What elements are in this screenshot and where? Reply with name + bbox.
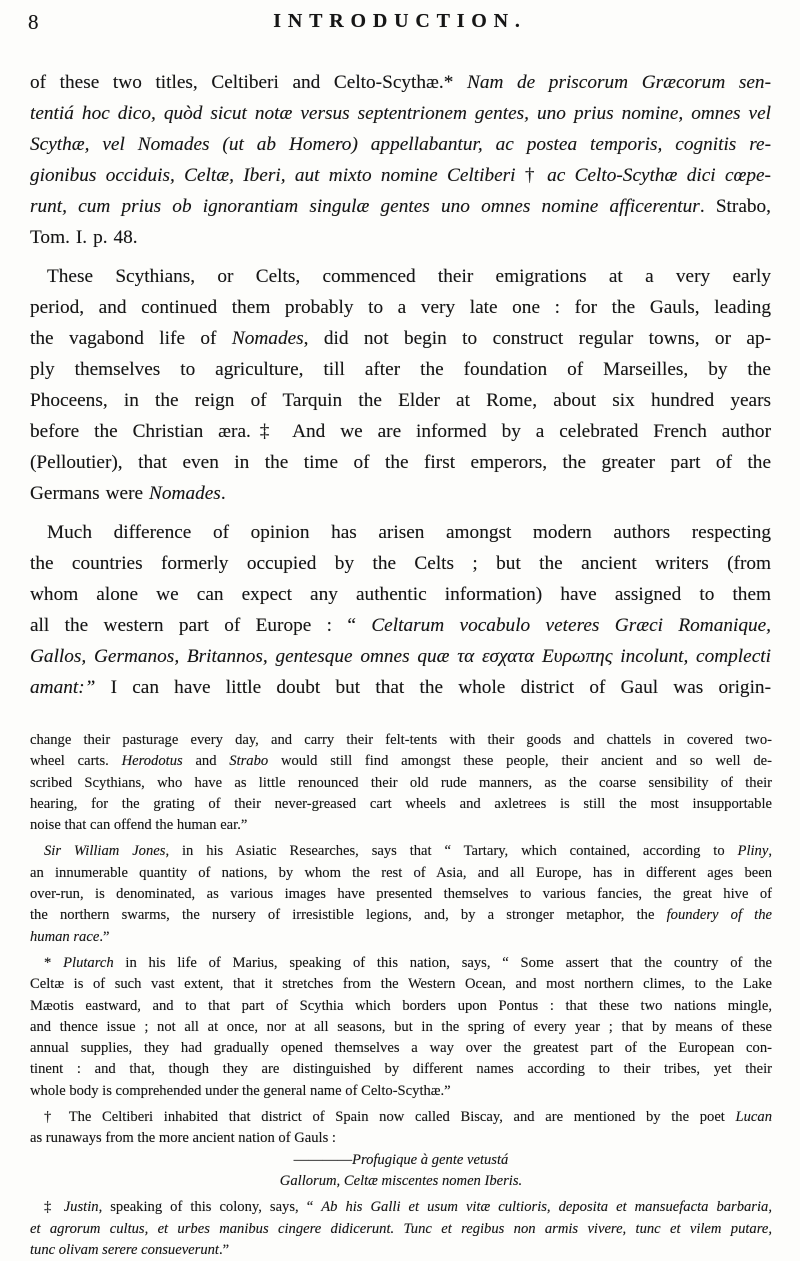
text-run: . Strabo, [699, 196, 771, 217]
text-run: of these two titles, Celtiberi and Celto-Scythæ.* [30, 72, 467, 93]
text-line [30, 927, 772, 948]
text-line [30, 354, 771, 385]
text-run: annual supplies, they had gradually opened themselves a way over the greatest part of the European con- [30, 1040, 772, 1057]
text-run: the countries formerly occupied by the Celts ; but the ancient writers (from [30, 553, 771, 574]
text-line [30, 1017, 772, 1038]
text-line [30, 98, 771, 129]
footnotes [30, 703, 772, 1261]
text-run: wheel carts. [30, 753, 122, 770]
text-line [30, 974, 772, 995]
text-line [30, 905, 772, 926]
text-run: I can have little doubt but that the whole district of Gaul was origin- [95, 677, 771, 698]
paragraph [30, 953, 772, 1102]
text-run: ply themselves to agriculture, till after the foundation of Marseilles, by the [30, 359, 771, 380]
text-run: human race [30, 928, 100, 945]
text-line [30, 1107, 772, 1128]
text-run: tentiá hoc dico, quòd sicut notæ versus septentrionem gentes, uno prius nomine, omnes vel [30, 103, 771, 124]
text-run: tinent : and that, though they are distinguished by different names according to their tribes, yet their [30, 1061, 772, 1078]
text-run: † The Celtiberi inhabited that district of Spain now called Biscay, and are mentioned by the poet [44, 1109, 736, 1126]
text-run: Pliny [737, 843, 769, 860]
text-run: Nomades [149, 483, 221, 504]
text-run: whom alone we can expect any authentic information) have assigned to them [30, 584, 771, 605]
text-run: and [182, 753, 230, 770]
text-line [30, 261, 771, 292]
text-run: † [515, 165, 548, 186]
text-run: hearing, for the grating of their never-greased cart wheels and axletrees is still the most insupportable [30, 795, 772, 812]
text-line [30, 610, 771, 641]
text-line [30, 996, 772, 1017]
text-line [30, 579, 771, 610]
text-run: an innumerable quantity of nations, by whom the rest of Asia, and all Europe, has in different ages been [30, 864, 772, 881]
paragraph [30, 67, 771, 253]
text-line [30, 672, 771, 703]
text-line [30, 841, 772, 862]
text-run: over-run, is denominated, as various images have presented themselves to various fancies, the great hive of [30, 886, 772, 903]
text-line [30, 1197, 772, 1218]
paragraph [30, 261, 771, 509]
text-line [30, 1128, 772, 1149]
text-run: Herodotus [121, 753, 183, 770]
text-run: the vagabond life of [30, 328, 232, 349]
text-line [30, 1059, 772, 1080]
text-run: in his life of Marius, speaking of this nation, says, “ Some assert that the country of the [113, 954, 772, 971]
paragraph [30, 1197, 772, 1261]
text-line [30, 160, 771, 191]
text-run: Phoceens, in the reign of Tarquin the Elder at Rome, about six hundred years [30, 390, 771, 411]
paragraph [30, 517, 771, 703]
text-line [30, 323, 771, 354]
text-run: Tom. I. p. 48. [30, 227, 138, 248]
text-run: Sir William Jones [44, 843, 166, 860]
text-run: , in his Asiatic Researches, says that “ Tartary, which contained, according to [165, 843, 738, 860]
text-run: , did not begin to construct regular towns, or ap- [303, 328, 772, 349]
text-run: .” [218, 1241, 230, 1258]
text-run: scribed Scythians, who have as little renounced their old rude manners, as the coarse sensibility of their [30, 774, 772, 791]
text-line [30, 67, 771, 98]
text-line [30, 884, 772, 905]
text-run: Nam de priscorum Græcorum sen- [466, 72, 771, 93]
text-run: Justin [63, 1199, 99, 1216]
text-run: gionibus occiduis, Celtæ, Iberi, aut mixto nomine Celtiberi [30, 165, 516, 186]
text-run: ‡ [44, 1199, 64, 1216]
text-line [30, 773, 772, 794]
text-line [30, 953, 772, 974]
text-run: Ab his Galli et usum vitæ cultioris, deposita et mansuefacta barbaria, [321, 1199, 772, 1216]
text-line [30, 1219, 772, 1240]
text-run: These Scythians, or Celts, commenced their emigrations at a very early [47, 266, 771, 287]
text-line [30, 416, 771, 447]
text-run: whole body is comprehended under the general name of Celto-Scythæ.” [30, 1082, 451, 1099]
text-line [30, 1171, 772, 1192]
text-line [30, 1150, 772, 1171]
text-line [30, 191, 771, 222]
text-run: Gallorum, Celtæ miscentes nomen Iberis. [279, 1172, 523, 1189]
text-run: ac Celto-Scythæ dici cœpe- [547, 165, 771, 186]
text-run: runt, cum prius ob ignorantiam singulæ gentes uno omnes nomine afficerentur [30, 196, 700, 217]
text-run: Lucan [735, 1109, 772, 1126]
text-line [30, 548, 771, 579]
text-run: ———— [293, 1151, 353, 1168]
text-run: Scythæ, vel Nomades (ut ab Homero) appellabantur, ac postea temporis, cognitis re- [30, 134, 771, 155]
text-run: Germans were [30, 483, 150, 504]
text-line [30, 815, 772, 836]
text-line [30, 129, 771, 160]
text-run: Strabo [229, 753, 269, 770]
text-run: Plutarch [63, 954, 114, 971]
text-run: Much difference of opinion has arisen amongst modern authors respecting [47, 522, 771, 543]
text-line [30, 222, 771, 253]
text-run: Nomades [231, 328, 304, 349]
text-run: foundery of the [666, 907, 772, 924]
text-line [30, 1081, 772, 1102]
text-line [30, 292, 771, 323]
text-run: .” [99, 928, 110, 945]
paragraph [30, 841, 772, 947]
text-run: Gallos, Germanos, Britannos, gentesque omnes quæ τα εσχατα Ευρωπης incolunt, complecti [30, 646, 771, 667]
text-line [30, 447, 771, 478]
paragraph [30, 730, 772, 836]
text-line [30, 1038, 772, 1059]
text-run: Mæotis eastward, and to that part of Scythia which borders upon Pontus : that these two nations mingle, [30, 997, 772, 1014]
text-run: before the Christian æra.‡ And we are informed by a celebrated French author [30, 421, 771, 442]
text-run: the northern swarms, the nursery of irresistible legions, and, by a stronger metaphor, the [30, 907, 667, 924]
text-run: all the western part of Europe : “ [30, 615, 372, 636]
text-line [30, 863, 772, 884]
text-line [30, 478, 771, 509]
text-run: and thence issue ; not all at once, nor at all seasons, but in the spring of every year ; that by means of these [30, 1018, 772, 1035]
text-run: . [220, 483, 226, 504]
text-run: amant:” [30, 677, 96, 698]
text-run: * [44, 954, 64, 971]
text-line [30, 641, 771, 672]
text-run: noise that can offend the human ear.” [30, 817, 248, 834]
page-number: 8 [28, 10, 39, 34]
text-run: period, and continued them probably to a very late one : for the Gauls, leading [30, 297, 771, 318]
text-run: Celtæ is of such vast extent, that it stretches from the Western Ocean, and most northern climes, to the Lake [30, 976, 772, 993]
text-run: Celtarum vocabulo veteres Græci Romanique, [371, 615, 771, 636]
text-run: , [768, 843, 772, 860]
text-run: tunc olivam serere consueverunt [30, 1241, 219, 1258]
running-title: INTRODUCTION. [273, 10, 527, 32]
text-run: (Pelloutier), that even in the time of the first emperors, the greater part of the [30, 452, 771, 473]
text-run: , speaking of this colony, says, “ [98, 1199, 322, 1216]
text-run: et agrorum cultus, et urbes manibus cingere didicerunt. Tunc et regibus non armis vivere, tunc et vilem putare, [30, 1220, 772, 1237]
paragraph [30, 1107, 772, 1192]
page-header [0, 0, 800, 46]
text-run: change their pasturage every day, and carry their felt-tents with their goods and chattels in covered two- [30, 732, 772, 748]
text-line [30, 517, 771, 548]
text-line [30, 751, 772, 772]
text-line [30, 794, 772, 815]
text-line [30, 730, 772, 751]
text-line [30, 1240, 772, 1261]
text-run: as runaways from the more ancient nation of Gauls : [30, 1130, 336, 1147]
text-run: Profugique à gente vetustá [352, 1151, 509, 1168]
main-text [30, 46, 771, 703]
text-run: would still find amongst these people, their ancient and so well de- [268, 753, 772, 770]
text-line [30, 385, 771, 416]
